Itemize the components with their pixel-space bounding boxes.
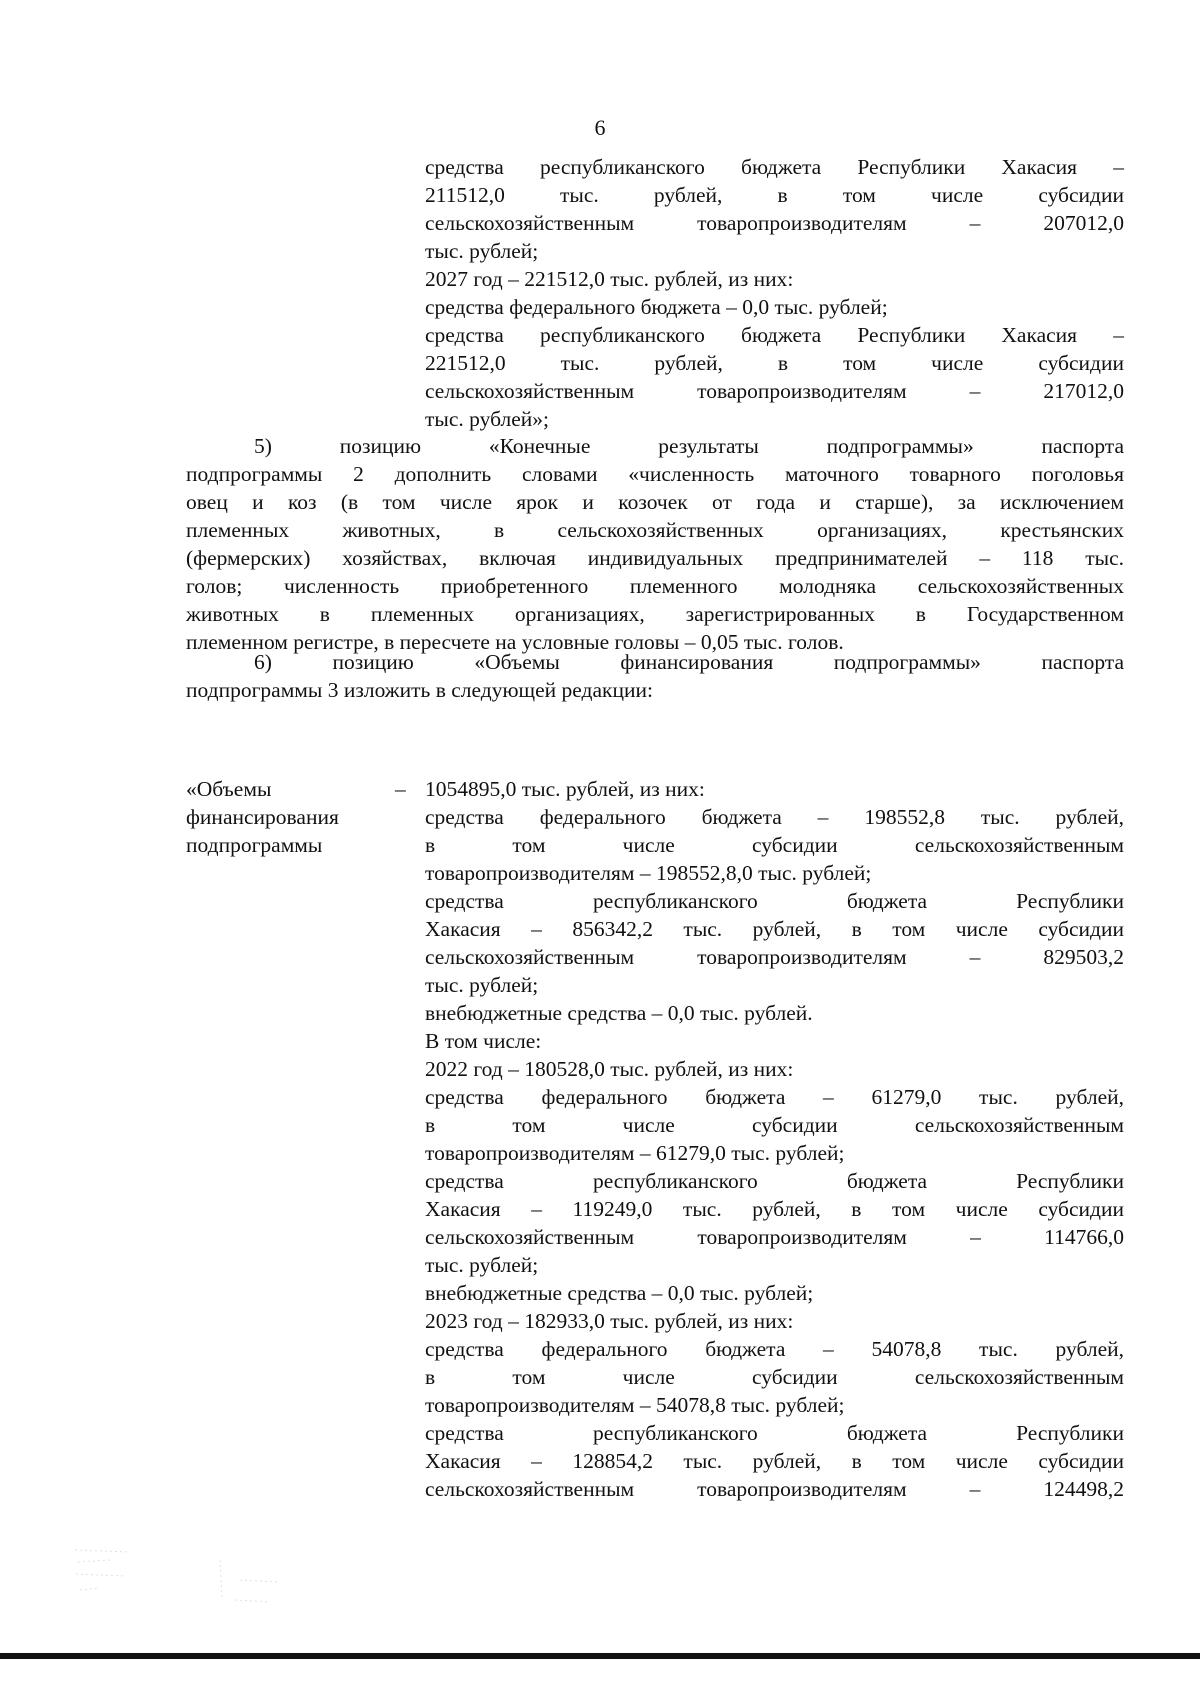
financing-details-line: 1054895,0 тыс. рублей, из них: (425, 777, 705, 801)
financing-details-line: внебюджетные средства – 0,0 тыс. рублей. (425, 1001, 813, 1025)
financing-details-line: сельскохозяйственным товаропроизводителям – 829503,2 (425, 945, 1124, 969)
top-block-line: 2027 год – 221512,0 тыс. рублей, из них: (425, 267, 794, 291)
item-5-line: племенных животных, в сельскохозяйственных организациях, крестьянских (186, 518, 1124, 542)
financing-details-line: товаропроизводителям – 61279,0 тыс. рублей; (425, 1141, 845, 1165)
financing-details-line: в том числе субсидии сельскохозяйственным (425, 1365, 1124, 1389)
top-block-line: средства федерального бюджета – 0,0 тыс. рублей; (425, 295, 888, 319)
financing-label-line: финансирования (186, 805, 339, 829)
top-block-line: 221512,0 тыс. рублей, в том числе субсидии (425, 351, 1124, 375)
item-5-line: подпрограммы 2 дополнить словами «численность маточного товарного поголовья (186, 462, 1124, 486)
financing-details-line: товаропроизводителям – 54078,8 тыс. рублей; (425, 1393, 845, 1417)
financing-details-line: в том числе субсидии сельскохозяйственным (425, 1113, 1124, 1137)
top-block-line: 211512,0 тыс. рублей, в том числе субсидии (425, 183, 1124, 207)
financing-details-line: сельскохозяйственным товаропроизводителям – 114766,0 (425, 1225, 1124, 1249)
financing-details-line: внебюджетные средства – 0,0 тыс. рублей; (425, 1281, 814, 1305)
financing-details-line: товаропроизводителям – 198552,8,0 тыс. рублей; (425, 861, 872, 885)
financing-details-line: Хакасия – 119249,0 тыс. рублей, в том числе субсидии (425, 1197, 1124, 1221)
top-block-line: тыс. рублей»; (425, 407, 549, 431)
financing-details-line: Хакасия – 856342,2 тыс. рублей, в том числе субсидии (425, 917, 1124, 941)
top-block-line: средства республиканского бюджета Республики Хакасия – (425, 323, 1124, 347)
page-number: 6 (594, 115, 606, 140)
item-5-line: голов; численность приобретенного племенного молодняка сельскохозяйственных (186, 574, 1124, 598)
financing-details-line: средства республиканского бюджета Республики (425, 1421, 1124, 1445)
item-5-line: животных в племенных организациях, зарегистрированных в Государственном (186, 602, 1124, 626)
financing-details-line: средства федерального бюджета – 61279,0 тыс. рублей, (425, 1085, 1124, 1109)
financing-details-line: Хакасия – 128854,2 тыс. рублей, в том числе субсидии (425, 1449, 1124, 1473)
financing-details-line: сельскохозяйственным товаропроизводителям – 124498,2 (425, 1477, 1124, 1501)
financing-details-line: средства республиканского бюджета Республики (425, 889, 1124, 913)
top-block-line: средства республиканского бюджета Республики Хакасия – (425, 155, 1124, 179)
scan-artifact-mark (70, 1540, 290, 1610)
financing-details-line: тыс. рублей; (425, 973, 539, 997)
item-5-line: племенном регистре, в пересчете на условные головы – 0,05 тыс. голов. (186, 630, 844, 654)
label-dash: – (395, 777, 406, 801)
financing-details-line: 2023 год – 182933,0 тыс. рублей, из них: (425, 1309, 794, 1333)
top-block-line: сельскохозяйственным товаропроизводителям – 217012,0 (425, 379, 1124, 403)
financing-details-line: тыс. рублей; (425, 1253, 539, 1277)
item-6-line: подпрограммы 3 изложить в следующей редакции: (186, 678, 653, 702)
top-block-line: тыс. рублей; (425, 239, 539, 263)
financing-details-line: средства республиканского бюджета Республики (425, 1169, 1124, 1193)
financing-label-line: «Объемы (186, 777, 272, 801)
item-5-line: (фермерских) хозяйствах, включая индивидуальных предпринимателей – 118 тыс. (186, 546, 1124, 570)
item-5-line: 5) позицию «Конечные результаты подпрограммы» паспорта (254, 434, 1124, 458)
bottom-rule (0, 1653, 1200, 1659)
financing-details-line: В том числе: (425, 1029, 542, 1053)
financing-details-line: средства федерального бюджета – 54078,8 тыс. рублей, (425, 1337, 1124, 1361)
financing-details-line: в том числе субсидии сельскохозяйственным (425, 833, 1124, 857)
item-5-line: овец и коз (в том числе ярок и козочек от года и старше), за исключением (186, 490, 1124, 514)
financing-label-line: подпрограммы (186, 833, 323, 857)
financing-details-line: средства федерального бюджета – 198552,8 тыс. рублей, (425, 805, 1124, 829)
top-block-line: сельскохозяйственным товаропроизводителям – 207012,0 (425, 211, 1124, 235)
item-6-line: 6) позицию «Объемы финансирования подпрограммы» паспорта (254, 650, 1124, 674)
financing-details-line: 2022 год – 180528,0 тыс. рублей, из них: (425, 1057, 794, 1081)
